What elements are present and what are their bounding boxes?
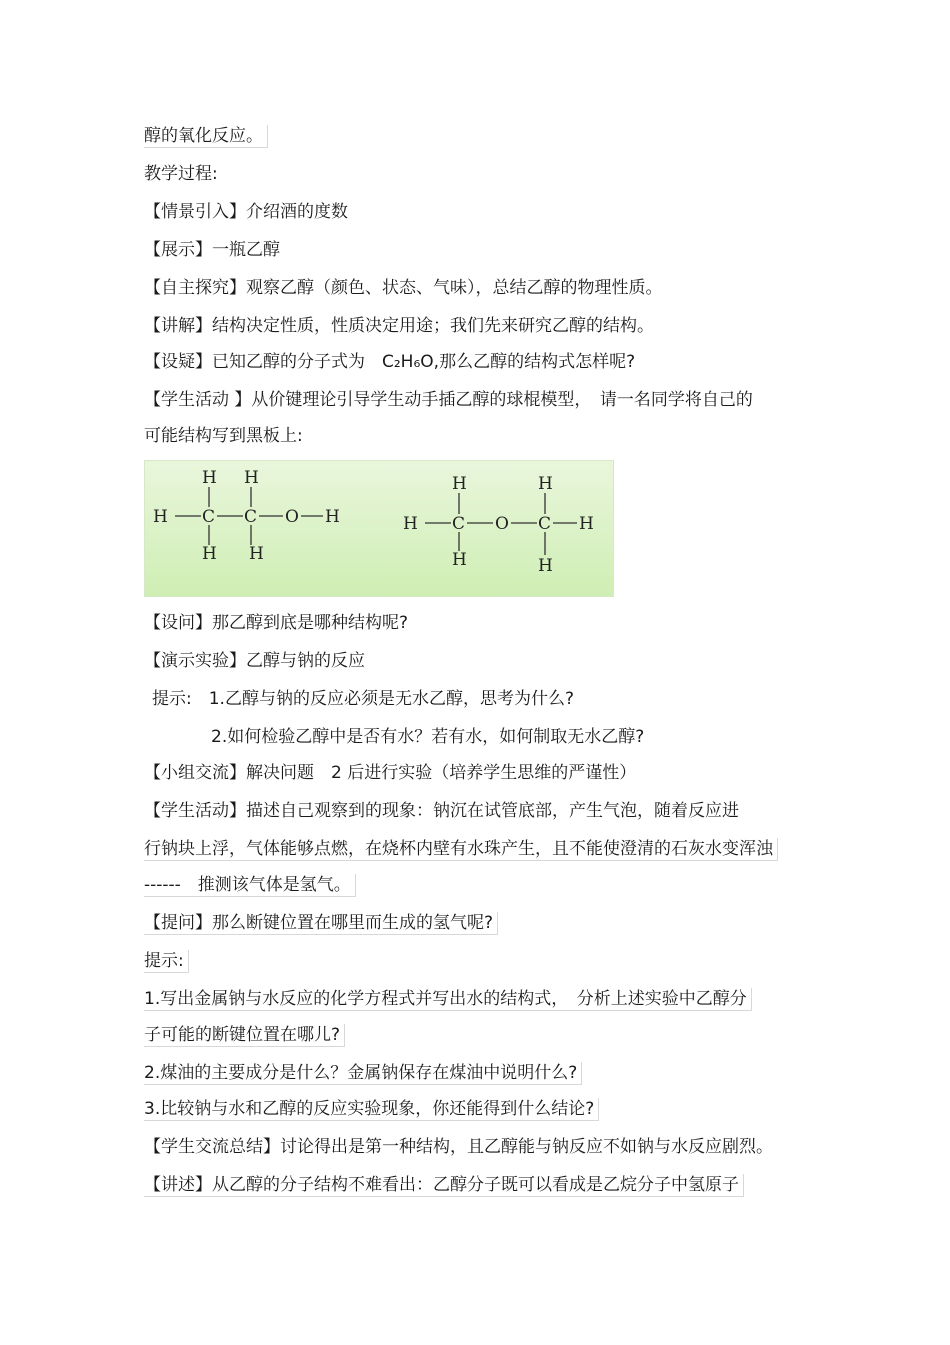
atom-h: H [202, 468, 217, 488]
line-22: 3.比较钠与水和乙醇的反应实验现象，你还能得到什么结论? [144, 1098, 599, 1121]
ethanol-structure [153, 468, 340, 564]
atom-o: O [285, 507, 299, 527]
line-13: 【小组交流】解决问题 2 后进行实验（培养学生思维的严谨性） [144, 763, 637, 783]
line-14: 【学生活动】描述自己观察到的现象：钠沉在试管底部，产生气泡，随着反应进 [144, 801, 739, 821]
atom-c: C [244, 507, 258, 527]
structural-formulas [145, 461, 613, 596]
line-24: 【讲述】从乙醇的分子结构不难看出：乙醇分子既可以看成是乙烷分子中氢原子 [144, 1174, 744, 1197]
atom-h: H [403, 514, 418, 534]
line-4: 【自主探究】观察乙醇（颜色、状态、气味），总结乙醇的物理性质。 [144, 278, 663, 298]
dimethyl-ether-structure [403, 474, 594, 576]
atom-c: C [202, 507, 216, 527]
line-23: 【学生交流总结】讨论得出是第一种结构，且乙醇能与钠反应不如钠与水反应剧烈。 [144, 1137, 773, 1157]
atom-h: H [325, 507, 340, 527]
structure-figure [144, 460, 614, 597]
atom-h: H [452, 550, 467, 570]
atom-h: H [538, 474, 553, 494]
line-10: 【演示实验】乙醇与钠的反应 [144, 651, 365, 671]
line-5: 【讲解】结构决定性质，性质决定用途；我们先来研究乙醇的结构。 [144, 316, 654, 336]
line-20: 子可能的断键位置在哪儿? [144, 1024, 345, 1047]
atom-h: H [579, 514, 594, 534]
line-6: 【设疑】已知乙醇的分子式为 C₂H₆O,那么乙醇的结构式怎样呢? [144, 352, 636, 372]
line-21: 2.煤油的主要成分是什么？金属钠保存在煤油中说明什么? [144, 1062, 582, 1085]
atom-h: H [249, 544, 264, 564]
atom-o: O [495, 514, 509, 534]
line-11: 提示: 1.乙醇与钠的反应必须是无水乙醇，思考为什么? [152, 689, 574, 709]
line-16: ------ 推测该气体是氢气。 [144, 874, 356, 897]
atom-h: H [244, 468, 259, 488]
line-8: 可能结构写到黑板上: [144, 426, 303, 446]
line-0: 醇的氧化反应。 [144, 125, 268, 148]
line-1: 教学过程: [144, 164, 218, 184]
atom-h: H [452, 474, 467, 494]
line-15: 行钠块上浮，气体能够点燃，在烧杯内壁有水珠产生，且不能使澄清的石灰水变浑浊 [144, 838, 778, 861]
line-17: 【提问】那么断键位置在哪里而生成的氢气呢? [144, 912, 498, 935]
line-12: 2.如何检验乙醇中是否有水？若有水，如何制取无水乙醇? [211, 727, 645, 747]
atom-h: H [538, 556, 553, 576]
atom-h: H [153, 507, 168, 527]
line-9: 【设问】那乙醇到底是哪种结构呢? [144, 613, 409, 633]
atom-c: C [538, 514, 552, 534]
line-7: 【学生活动 】从价键理论引导学生动手插乙醇的球棍模型， 请一名同学将自己的 [144, 390, 753, 410]
atom-h: H [202, 544, 217, 564]
line-2: 【情景引入】介绍酒的度数 [144, 202, 348, 222]
line-18: 提示: [144, 950, 189, 973]
line-19: 1.写出金属钠与水反应的化学方程式并写出水的结构式， 分析上述实验中乙醇分 [144, 988, 752, 1011]
line-3: 【展示】一瓶乙醇 [144, 240, 280, 260]
atom-c: C [452, 514, 466, 534]
